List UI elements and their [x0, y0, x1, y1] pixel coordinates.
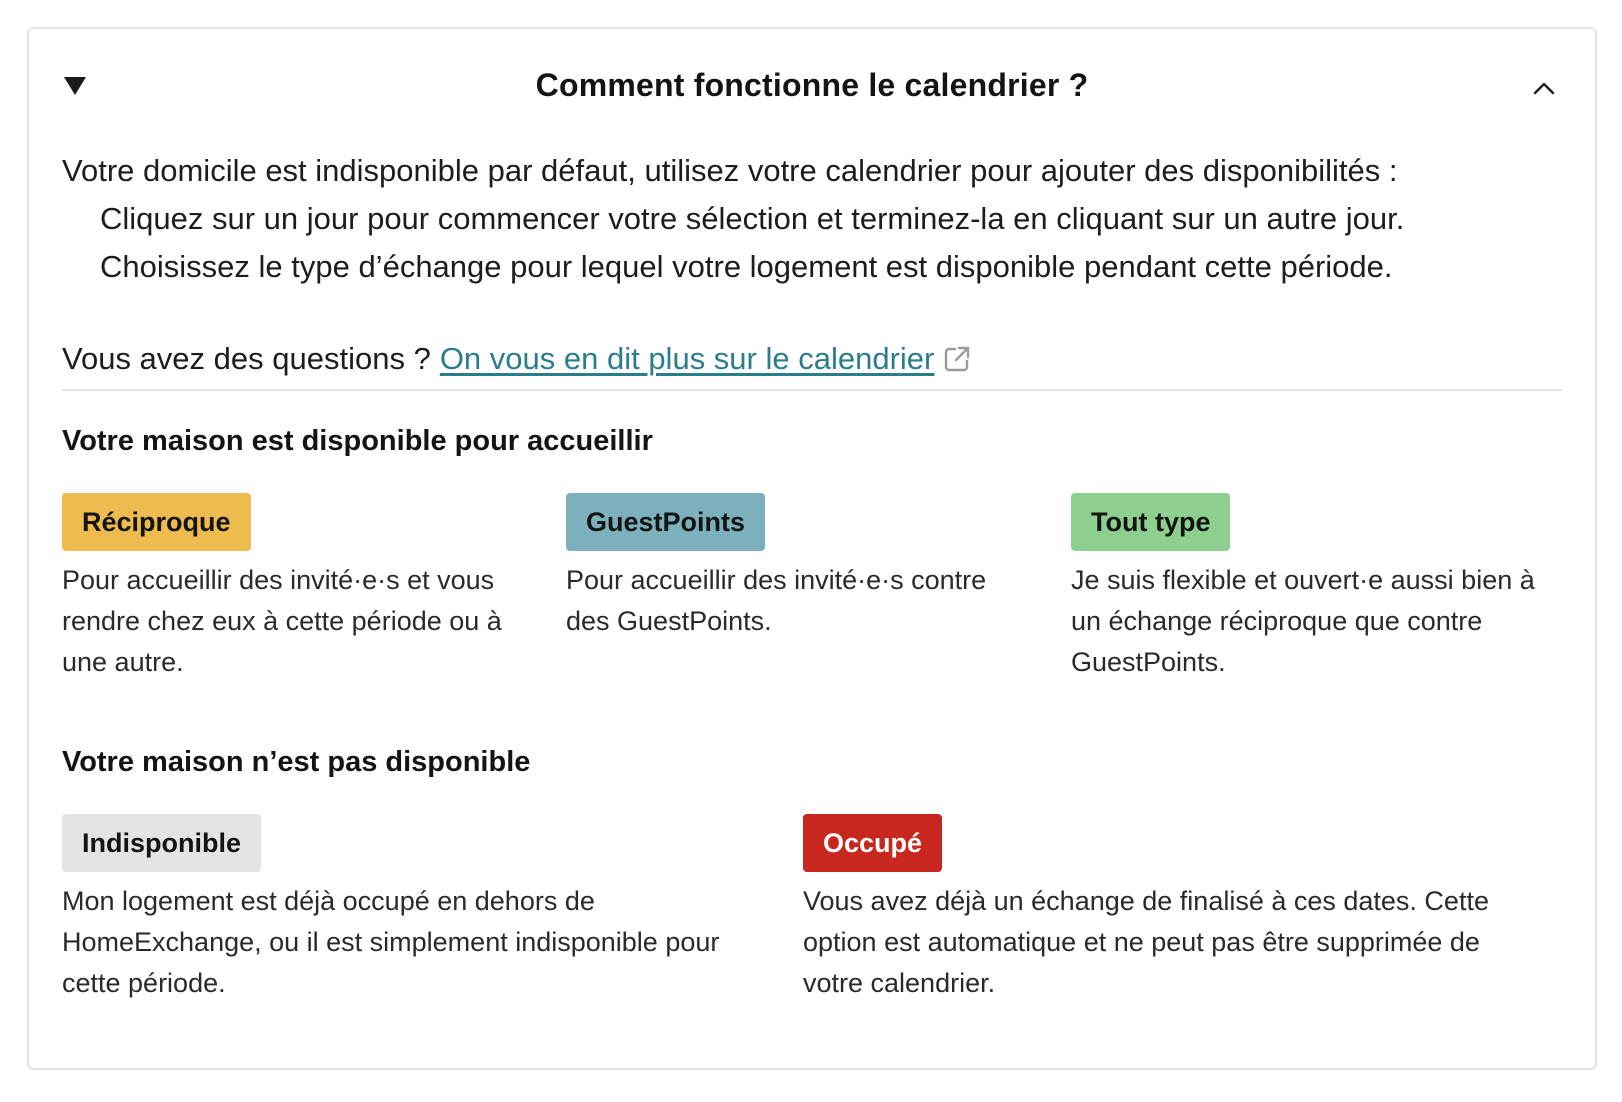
available-section-title: Votre maison est disponible pour accueillir [62, 425, 653, 457]
questions-row [62, 341, 972, 377]
intro-line-3: Choisissez le type d’échange pour lequel votre logement est disponible pendant cette période. [100, 249, 1393, 284]
badge-tout-type: Tout type [1071, 493, 1230, 551]
badge-indisponible: Indisponible [62, 814, 261, 872]
badge-occupe: Occupé [803, 814, 942, 872]
desc-reciproque: Pour accueillir des invité·e·s et vous rendre chez eux à cette période ou à une autre. [62, 565, 502, 677]
unavailable-section-title: Votre maison n’est pas disponible [62, 746, 531, 778]
panel-header[interactable] [29, 29, 1595, 139]
intro-text [62, 147, 1404, 291]
desc-guestpoints: Pour accueillir des invité·e·s contre des GuestPoints. [566, 565, 987, 636]
desc-occupe: Vous avez déjà un échange de finalisé à ces dates. Cette option est automatique et ne peut pas être supprimée de votre calendrier. [803, 886, 1489, 998]
section-divider [62, 389, 1562, 391]
badge-reciproque: Réciproque [62, 493, 251, 551]
intro-line-2: Cliquez sur un jour pour commencer votre sélection et terminez-la en cliquant sur un autre jour. [100, 201, 1405, 236]
badge-guestpoints: GuestPoints [566, 493, 765, 551]
desc-indisponible: Mon logement est déjà occupé en dehors de HomeExchange, ou il est simplement indisponible pour cette période. [62, 886, 720, 998]
desc-tout-type: Je suis flexible et ouvert·e aussi bien à un échange réciproque que contre GuestPoints. [1071, 565, 1535, 677]
external-link-icon[interactable] [942, 344, 972, 374]
panel-title[interactable]: Comment fonctionne le calendrier ? [535, 67, 1089, 103]
intro-line-1: Votre domicile est indisponible par défaut, utilisez votre calendrier pour ajouter des disponibilités : [62, 153, 1398, 188]
chevron-up-icon[interactable] [1531, 79, 1557, 97]
calendar-help-link[interactable]: On vous en dit plus sur le calendrier [439, 341, 935, 376]
questions-text: Vous avez des questions ? [62, 341, 431, 376]
calendar-help-panel [27, 27, 1597, 1070]
